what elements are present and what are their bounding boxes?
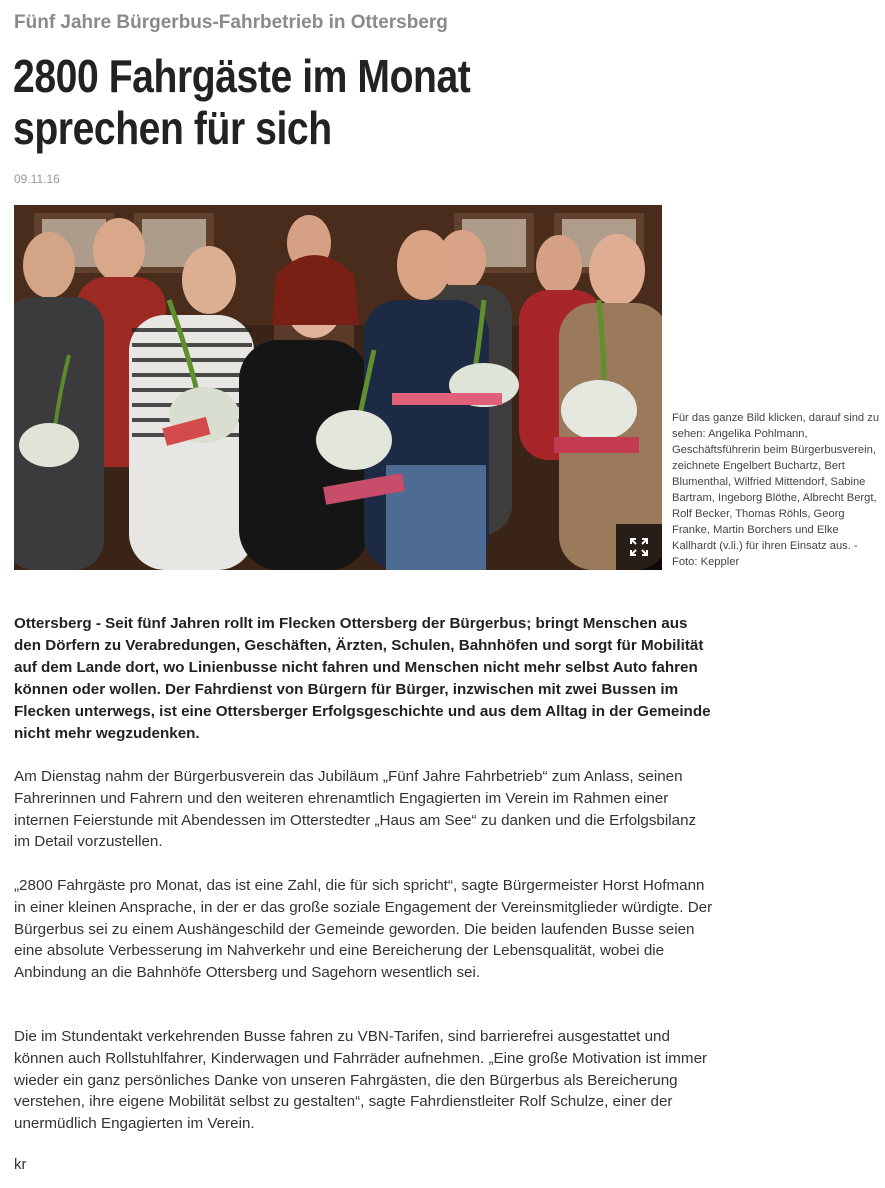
article-photo[interactable] [14,205,662,570]
expand-icon [629,537,649,557]
article-lead: Ottersberg - Seit fünf Jahren rollt im Flecken Ottersberg der Bürgerbus; bringt Menschen aus den Dörfern zu Verabredungen, Geschäften, Ärzten, Schulen, Bahnhöfen und sorgt für Mobilität auf dem Lande dort, wo Linienbusse nicht fahren und Menschen nicht mehr selbst Auto fahren können oder wollen. Der Fahrdienst von Bürgern für Bürger, inzwischen mit zwei Bussen im Flecken unterwegs, ist eine Ottersberger Erfolgsgeschichte und aus dem Alltag in der Gemeinde nicht mehr wegzudenken. [14,615,711,742]
article-paragraph: Die im Stundentakt verkehrenden Busse fahren zu VBN-Tarifen, sind barrierefrei ausgestattet und können auch Rollstuhlfahrer, Kinderwagen und Fahrräder aufnehmen. „Eine große Motivation ist immer wieder ein ganz persönliches Danke von unseren Fahrgästen, die den Bürgerbus als Bereicherung verstehen, ihre eigene Mobilität selbst zu gestalten“, sagte Fahrdienstleiter Rolf Schulze, einer der unermüdlich Engagierten im Verein. [14,1028,708,1133]
article-kicker: Fünf Jahre Bürgerbus-Fahrbetrieb in Ottersberg [14,12,448,33]
article-headline: 2800 Fahrgäste im Monat sprechen für sich [13,50,471,154]
article-author: kr [14,1156,27,1173]
article-date: 09.11.16 [14,172,60,186]
photo-caption: Für das ganze Bild klicken, darauf sind zu sehen: Angelika Pohlmann, Geschäftsführerin beim Bürgerbusverein, zeichnete Engelbert Buchartz, Bert Blumenthal, Wilfried Mittendorf, Sabine Bartram, Ingeborg Blöthe, Albrecht Bergt, Rolf Becker, Thomas Röhls, Georg Franke, Martin Borchers und Elke Kallhardt (v.li.) für ihren Einsatz aus. - Foto: Keppler [672,412,880,568]
expand-photo-button[interactable] [616,524,662,570]
article-paragraph: Am Dienstag nahm der Bürgerbusverein das Jubiläum „Fünf Jahre Fahrbetrieb“ zum Anlass, seinen Fahrerinnen und Fahrern und den weiteren ehrenamtlich Engagierten im Verein im Rahmen einer internen Feierstunde mit Abendessen im Otterstedter „Haus am See“ zu danken und die Erfolgsbilanz im Detail vorzustellen. [14,768,697,851]
article-paragraph: „2800 Fahrgäste pro Monat, das ist eine Zahl, die für sich spricht“, sagte Bürgermeister Horst Hofmann in einer kleinen Ansprache, in der er das große soziale Engagement der Vereinsmitglieder würdigte. Der Bürgerbus sei zu einem Aushängeschild der Gemeinde geworden. Die beiden laufenden Busse seien eine absolute Verbesserung im Nahverkehr und eine Bereicherung der Lebensqualität, wobei die Anbindung an die Bahnhöfe Ottersberg und Sagehorn wesentlich sei. [14,877,713,982]
group-photo-illustration[interactable] [14,205,662,570]
